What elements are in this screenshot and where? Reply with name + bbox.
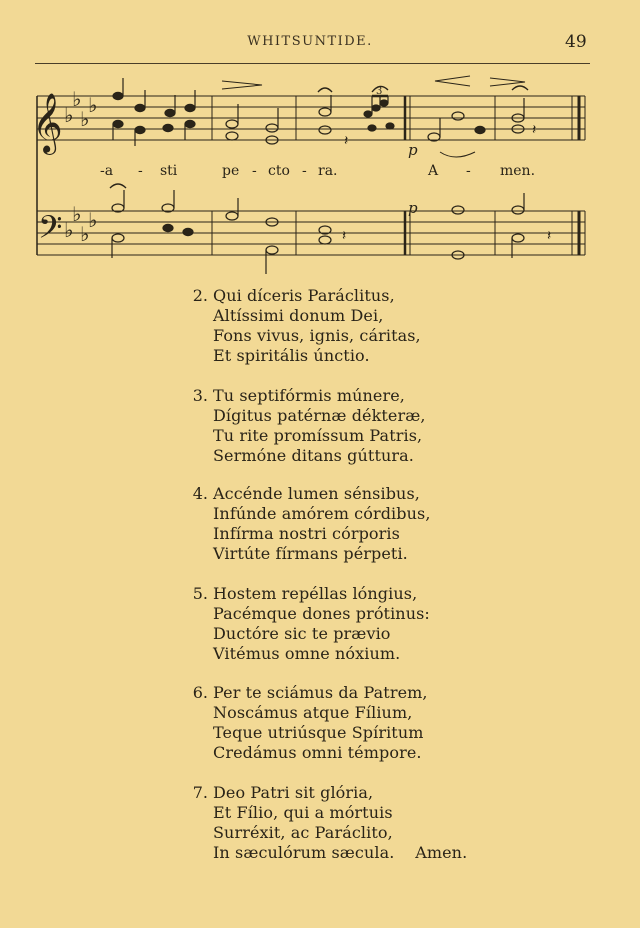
- lyric-syllable: A: [428, 163, 439, 179]
- verse-line: Dígitus patérnæ dékteræ,: [213, 406, 426, 425]
- verse-line: Altíssimi donum Dei,: [213, 306, 384, 325]
- verse-line: Qui díceris Paráclitus,: [213, 286, 395, 305]
- svg-text:♭: ♭: [72, 202, 82, 226]
- bass-staff: [37, 211, 585, 255]
- verse-number: 5.: [192, 584, 208, 603]
- treble-clef-icon: 𝄞: [32, 93, 63, 153]
- verse-line: In sæculórum sæcula. Amen.: [213, 843, 468, 862]
- lyric-syllable: cto: [268, 163, 290, 179]
- bass-clef-icon: 𝄢: [38, 209, 63, 253]
- verse-number: 2.: [192, 286, 208, 305]
- bass-notes: [112, 190, 524, 274]
- lyric-syllable: -: [252, 163, 257, 179]
- svg-text:♭: ♭: [80, 107, 90, 131]
- svg-text:𝄽: 𝄽: [547, 228, 552, 244]
- verse-line: Teque utriúsque Spíritum: [213, 723, 424, 742]
- svg-text:♭: ♭: [64, 103, 74, 127]
- lyric-syllable: pe: [222, 163, 240, 179]
- lyric-syllable: ra.: [318, 163, 338, 179]
- svg-text:𝄽: 𝄽: [532, 122, 537, 138]
- svg-text:♭: ♭: [88, 208, 98, 232]
- svg-text:♭: ♭: [64, 218, 74, 242]
- svg-text:♭: ♭: [88, 93, 98, 117]
- verse-number: 6.: [192, 683, 208, 702]
- verse-line: Ductóre sic te prævio: [213, 624, 391, 643]
- treble-notes: [113, 78, 524, 146]
- verse-line: Virtúte fírmans pérpeti.: [213, 544, 408, 563]
- svg-text:♭: ♭: [72, 87, 82, 111]
- slur-marks: [440, 152, 475, 157]
- svg-text:♭: ♭: [80, 222, 90, 246]
- lyric-syllable: men.: [500, 163, 536, 179]
- verse-line: Vitémus omne nóxium.: [213, 644, 401, 663]
- verse-line: Hostem repéllas lóngius,: [213, 584, 418, 603]
- lyric-syllable: -a: [100, 163, 114, 179]
- svg-text:𝄽: 𝄽: [344, 133, 349, 149]
- verse-number: 4.: [192, 484, 208, 503]
- verse-line: Et Fílio, qui a mórtuis: [213, 803, 393, 822]
- lyric-syllable: -: [466, 163, 471, 179]
- triplet-mark: 3: [376, 86, 383, 97]
- verse-number: 7.: [192, 783, 208, 802]
- verse-line: Sermóne ditans gúttura.: [213, 446, 414, 465]
- verse-line: Surréxit, ac Paráclito,: [213, 823, 393, 842]
- verse-line: Infúnde amórem córdibus,: [213, 504, 431, 523]
- lyric-syllable: -: [138, 163, 143, 179]
- verse-line: Fons vivus, ignis, cáritas,: [213, 326, 421, 345]
- svg-text:𝄽: 𝄽: [342, 228, 347, 244]
- dynamic-piano-treble: p: [408, 141, 418, 159]
- verse-line: Infírma nostri córporis: [213, 524, 400, 543]
- hymn-lyrics: [0, 163, 640, 183]
- page-number: 49: [565, 32, 587, 52]
- verse-line: Accénde lumen sénsibus,: [213, 484, 420, 503]
- lyric-syllable: sti: [160, 163, 178, 179]
- verse-number: 3.: [192, 386, 208, 405]
- hairpin-marks: [222, 76, 525, 89]
- verse-line: Pacémque dones prótinus:: [213, 604, 430, 623]
- verse-line: Noscámus atque Fílium,: [213, 703, 413, 722]
- verse-line: Deo Patri sit glória,: [213, 783, 374, 802]
- running-title: WHITSUNTIDE.: [247, 34, 373, 49]
- treble-staff: [37, 96, 585, 140]
- verse-line: Credámus omni témpore.: [213, 743, 422, 762]
- dynamic-piano-bass: p: [408, 199, 418, 217]
- verse-line: Et spiritális únctio.: [213, 346, 370, 365]
- verse-line: Tu septifórmis múnere,: [213, 386, 405, 405]
- verse-line: Per te sciámus da Patrem,: [213, 683, 428, 702]
- verse-line: Tu rite promíssum Patris,: [213, 426, 423, 445]
- lyric-syllable: -: [302, 163, 307, 179]
